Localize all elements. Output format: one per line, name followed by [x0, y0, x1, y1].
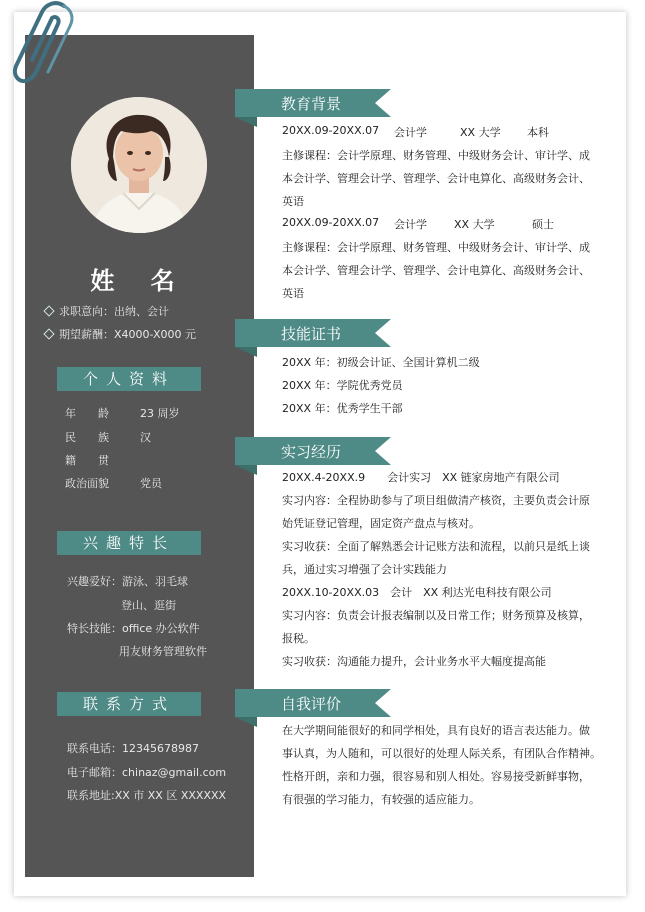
personal-row-age-label: 年 龄: [65, 407, 109, 420]
internship-line: 20XX.4-20XX.9 会计实习 XX 链家房地产有限公司: [282, 471, 560, 484]
education-title: 教育背景: [281, 95, 342, 113]
self-evaluation-line: 性格开朗，亲和力强，很容易和别人相处。容易接受新鲜事物，: [282, 770, 590, 783]
internship-line: 实习收获：沟通能力提升，会计业务水平大幅度提高能: [282, 655, 546, 668]
personal-row-politics-value: 党员: [140, 477, 162, 490]
contact-address: 联系地址:XX 市 XX 区 XXXXXX: [67, 789, 227, 802]
self-evaluation-line: 有很强的学习能力，有较强的适应能力。: [282, 793, 480, 806]
education-entry-1-courses: 主修课程：会计学原理、财务管理、中级财务会计、审计学、成: [282, 149, 590, 162]
expected-salary: 期望薪酬：X4000-X000 元: [59, 326, 196, 342]
hobby-line: 登山、逛街: [121, 599, 176, 612]
education-entry-2-degree: 硕士: [532, 218, 554, 231]
internship-line: 兵，通过实习增强了会计实践能力: [282, 563, 447, 576]
internship-line: 实习内容：全程协助参与了项目组做清产核资，主要负责会计原: [282, 494, 590, 507]
internship-line: 始凭证登记管理，固定资产盘点与核对。: [282, 517, 480, 530]
internship-section-tab: [235, 437, 391, 465]
personal-row-origin-label: 籍 贯: [65, 454, 109, 467]
personal-info-title: 个人资料: [57, 367, 201, 391]
internship-line: 报税。: [282, 632, 315, 645]
internship-line: 20XX.10-20XX.03 会计 XX 利达光电科技有限公司: [282, 586, 552, 599]
education-entry-2-courses: 英语: [282, 287, 304, 300]
skills-section-tab: [235, 319, 391, 347]
education-entry-1-courses: 英语: [282, 195, 304, 208]
personal-row-ethnicity-label: 民 族: [65, 431, 109, 444]
contact-email: 电子邮箱：chinaz@gmail.com: [67, 766, 227, 779]
skills-title: 技能证书: [281, 325, 342, 343]
hobby-line: 兴趣爱好：游泳、羽毛球: [67, 575, 188, 588]
internship-line: 实习收获：全面了解熟悉会计记账方法和流程，以前只是纸上谈: [282, 540, 590, 553]
education-entry-1-courses: 本会计学、管理会计学、管理学、会计电算化、高级财务会计、: [282, 172, 590, 185]
profile-photo: [71, 97, 207, 233]
self-evaluation-line: 在大学期间能很好的和同学相处，具有良好的语言表达能力。做: [282, 724, 590, 737]
skill-cert-line: 20XX 年：初级会计证、全国计算机二级: [282, 356, 480, 369]
education-entry-1-school: XX 大学: [460, 126, 501, 139]
personal-row-age-value: 23 周岁: [140, 407, 180, 420]
paperclip-icon: [6, 0, 76, 88]
hobbies-title: 兴趣特长: [57, 531, 201, 555]
education-entry-2-period: 20XX.09-20XX.07: [282, 216, 380, 229]
skill-cert-line: 20XX 年：学院优秀党员: [282, 379, 403, 392]
personal-row-ethnicity-value: 汉: [140, 431, 151, 444]
diamond-icon: [43, 328, 54, 339]
diamond-icon: [43, 305, 54, 316]
job-intention: 求职意向：出纳、会计: [59, 303, 169, 319]
internship-line: 实习内容：负责会计报表编制以及日常工作；财务预算及核算，: [282, 609, 590, 622]
education-entry-1-row: 20XX.09-20XX.07: [282, 124, 380, 137]
education-entry-1-degree: 本科: [527, 126, 549, 139]
internship-title: 实习经历: [281, 443, 342, 461]
self-evaluation-line: 事认真，为人随和，可以很好的处理人际关系，有团队合作精神。: [282, 747, 601, 760]
skill-cert-line: 20XX 年：优秀学生干部: [282, 402, 403, 415]
education-entry-2-courses: 主修课程：会计学原理、财务管理、中级财务会计、审计学、成: [282, 241, 590, 254]
education-entry-2-school: XX 大学: [454, 218, 495, 231]
skill-line: 用友财务管理软件: [119, 645, 207, 658]
education-entry-2-major: 会计学: [394, 218, 427, 231]
contact-title: 联系方式: [57, 692, 201, 716]
self-evaluation-title: 自我评价: [281, 695, 342, 713]
education-entry-2-courses: 本会计学、管理会计学、管理学、会计电算化、高级财务会计、: [282, 264, 590, 277]
self-evaluation-section-tab: [235, 689, 391, 717]
education-entry-1-major: 会计学: [394, 126, 427, 139]
contact-phone: 联系电话：12345678987: [67, 742, 199, 755]
personal-row-politics-label: 政治面貌: [65, 477, 109, 490]
sidebar: [25, 35, 254, 877]
person-name: 姓 名: [90, 267, 189, 295]
education-section-tab: [235, 89, 391, 117]
skill-line: 特长技能：office 办公软件: [67, 622, 200, 635]
